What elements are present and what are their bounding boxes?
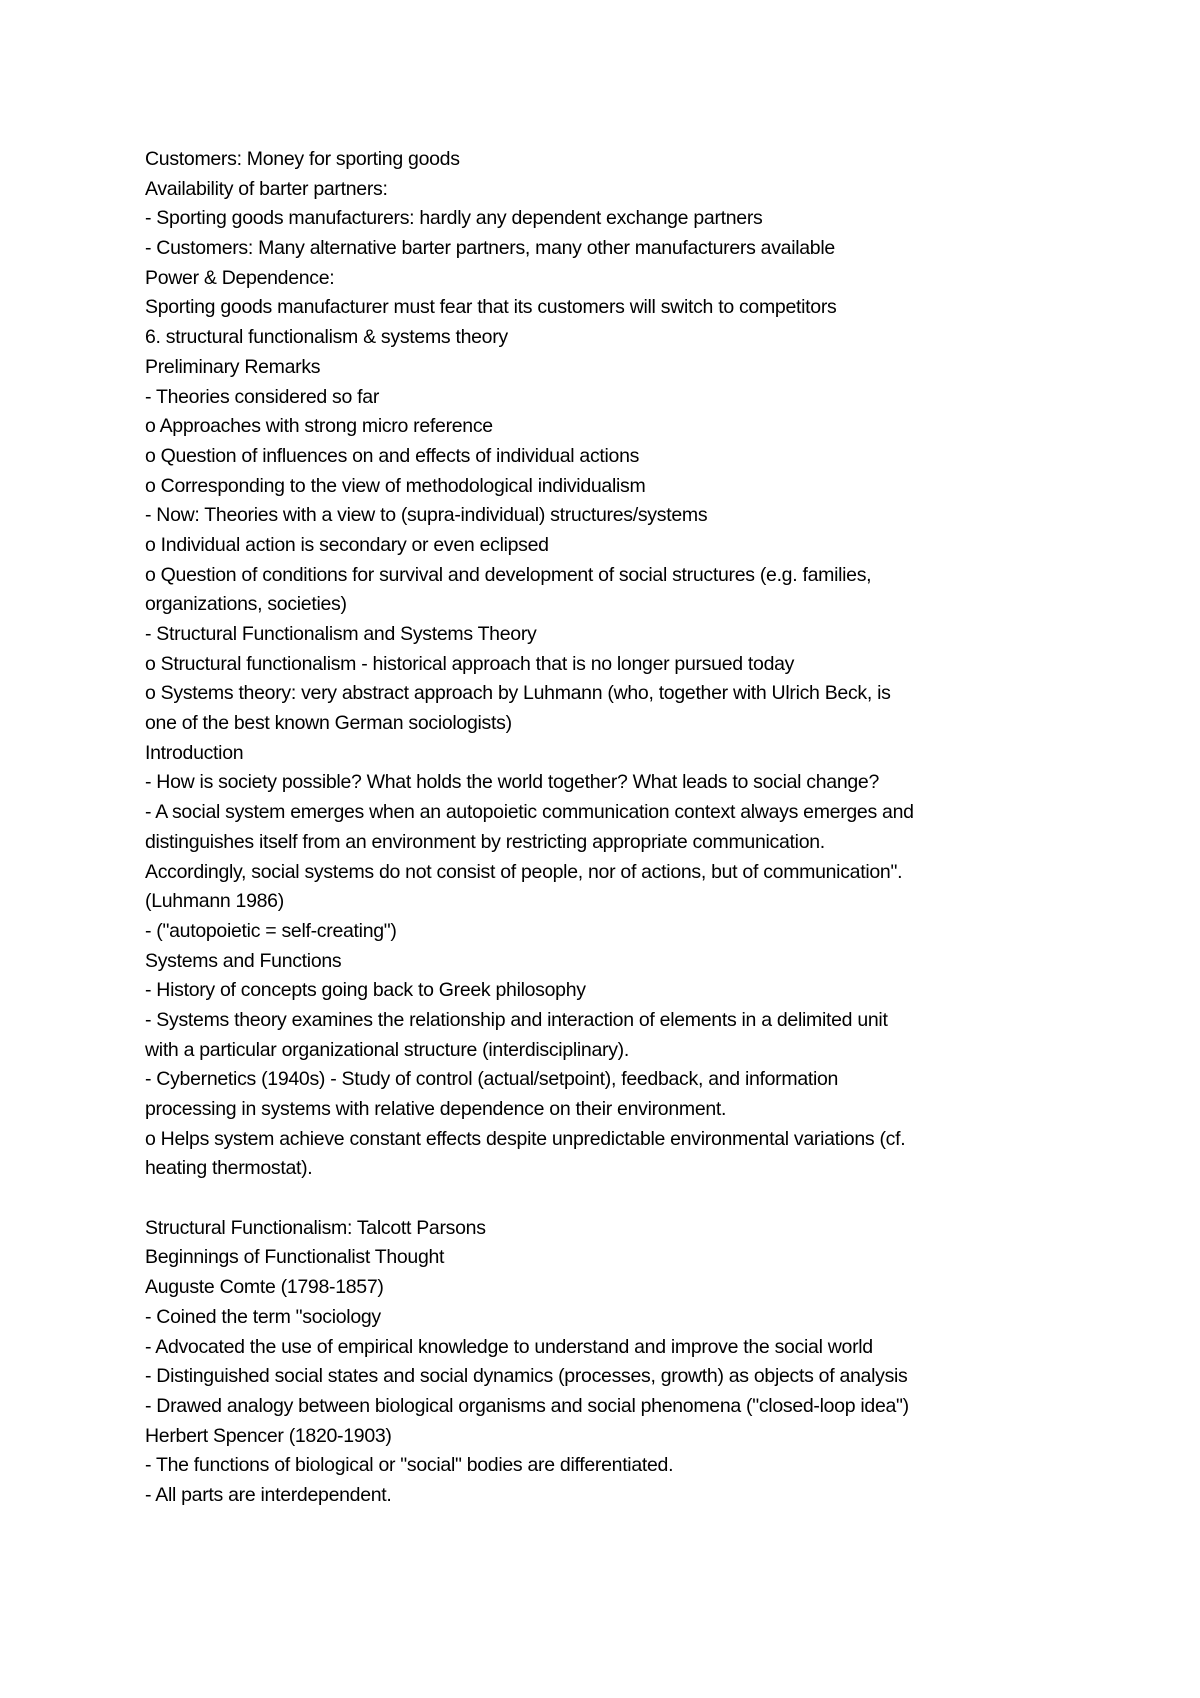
text-line: o Systems theory: very abstract approach by Luhmann (who, together with Ulrich Beck, is [145,682,891,705]
text-line: o Corresponding to the view of methodological individualism [145,474,646,497]
text-line: - Cybernetics (1940s) - Study of control (actual/setpoint), feedback, and information [145,1068,839,1091]
text-line: - Coined the term "sociology [145,1305,381,1328]
text-line: - Systems theory examines the relationship and interaction of elements in a delimited unit [145,1008,888,1031]
text-line: with a particular organizational structure (interdisciplinary). [145,1038,629,1061]
text-line: - Sporting goods manufacturers: hardly any dependent exchange partners [145,207,763,230]
text-line: - ("autopoietic = self-creating") [145,919,397,942]
text-line: - Distinguished social states and social dynamics (processes, growth) as objects of analysis [145,1365,908,1388]
text-line: heating thermostat). [145,1157,313,1180]
text-line: Power & Dependence: [145,266,335,289]
text-line: - A social system emerges when an autopoietic communication context always emerges and [145,801,914,824]
text-line: - How is society possible? What holds the world together? What leads to social change? [145,771,880,794]
text-line: one of the best known German sociologists) [145,712,512,735]
text-line: Systems and Functions [145,949,342,972]
text-line: - Customers: Many alternative barter partners, many other manufacturers available [145,237,835,260]
text-line: Customers: Money for sporting goods [145,148,460,170]
text-line: o Question of conditions for survival and development of social structures (e.g. families, [145,563,872,586]
text-line: - All parts are interdependent. [145,1483,392,1506]
text-line: Introduction [145,741,244,764]
text-line: 6. structural functionalism & systems theory [145,326,508,349]
text-line: - The functions of biological or "social" bodies are differentiated. [145,1454,674,1477]
text-line: distinguishes itself from an environment by restricting appropriate communication. [145,830,825,853]
text-line: Structural Functionalism: Talcott Parsons [145,1216,486,1239]
text-line: Sporting goods manufacturer must fear that its customers will switch to competitors [145,296,837,319]
text-line: o Question of influences on and effects of individual actions [145,444,640,467]
text-line: Accordingly, social systems do not consist of people, nor of actions, but of communication". [145,860,903,883]
text-line: - Drawed analogy between biological organisms and social phenomena ("closed-loop idea") [145,1394,909,1417]
text-line: - Now: Theories with a view to (supra-individual) structures/systems [145,504,708,527]
text-line: - Theories considered so far [145,385,380,408]
text-line: Availability of barter partners: [145,177,388,200]
text-line: - Structural Functionalism and Systems Theory [145,623,537,645]
text-line: Beginnings of Functionalist Thought [145,1246,445,1269]
text-line: - History of concepts going back to Greek philosophy [145,979,586,1002]
text-line: - Advocated the use of empirical knowledge to understand and improve the social world [145,1335,873,1358]
blank-line [145,1184,1075,1214]
text-line: (Luhmann 1986) [145,890,284,913]
document-text [145,145,1075,1511]
text-line: o Individual action is secondary or even eclipsed [145,533,549,556]
text-line: Preliminary Remarks [145,355,321,378]
text-line: o Structural functionalism - historical approach that is no longer pursued today [145,652,795,675]
text-line: Auguste Comte (1798-1857) [145,1276,384,1299]
text-line: organizations, societies) [145,593,347,616]
text-line: Herbert Spencer (1820-1903) [145,1424,392,1447]
text-line: o Helps system achieve constant effects despite unpredictable environmental variations (cf. [145,1127,906,1150]
text-line: processing in systems with relative dependence on their environment. [145,1098,727,1120]
text-line: o Approaches with strong micro reference [145,415,493,438]
